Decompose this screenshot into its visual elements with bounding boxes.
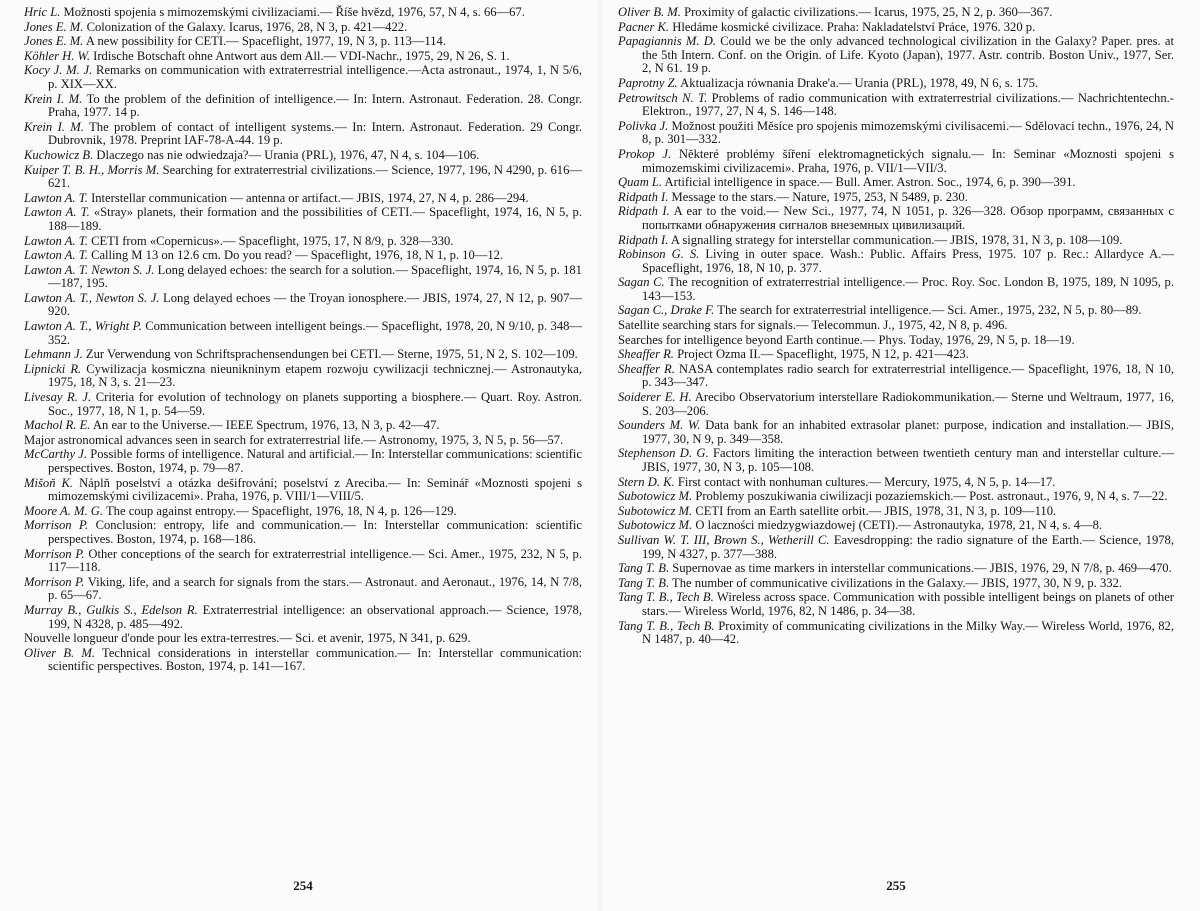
reference-text: Technical considerations in interstellar communication.— In: Interstellar communication: scientific perspectives. Boston, 1974, p. 141—167. xyxy=(48,645,582,674)
reference-authors: Oliver B. M. xyxy=(618,5,681,19)
reference-entry xyxy=(618,319,1174,333)
reference-text: Calling M 13 on 12.6 cm. Do you read? — Spaceflight, 1976, 18, N 1, p. 10—12. xyxy=(87,248,504,263)
reference-authors: Tang T. B., Tech B. xyxy=(618,618,715,633)
reference-authors: Lawton A. T. xyxy=(24,190,88,205)
reference-entry xyxy=(618,476,1174,490)
reference-text: CETI from an Earth satellite orbit.— JBIS, 1978, 31, N 3, p. 109—110. xyxy=(692,503,1057,518)
reference-entry xyxy=(24,121,582,148)
reference-list xyxy=(24,6,582,674)
reference-authors: Subotowicz M. xyxy=(618,518,693,533)
reference-entry xyxy=(24,206,582,233)
reference-entry xyxy=(24,21,582,35)
reference-text: Long delayed echoes — the Troyan ionosphere.— JBIS, 1974, 27, N 12, p. 907—920. xyxy=(48,290,582,319)
reference-authors: Krein I. M. xyxy=(24,119,84,134)
reference-entry xyxy=(24,576,582,603)
reference-text: An ear to the Universe.— IEEE Spectrum, 1976, 13, N 3, p. 42—47. xyxy=(90,418,440,433)
reference-text: Problems of radio communication with extraterrestrial civilizations.— Nachrichtentechn.-Elektron., 1977, 27, N 4, S. 146—148. xyxy=(642,90,1174,119)
reference-authors: Subotowicz M. xyxy=(618,503,693,518)
reference-entry xyxy=(24,192,582,206)
reference-entry xyxy=(24,448,582,475)
reference-entry xyxy=(618,591,1174,618)
reference-entry xyxy=(618,419,1174,446)
reference-authors: Soiderer E. H. xyxy=(618,390,692,405)
reference-text: Searching for extraterrestrial civilizations.— Science, 1977, 196, N 4290, p. 616—621. xyxy=(48,162,582,191)
reference-text: A new possibility for CETI.— Spaceflight, 1977, 19, N 3, p. 113—114. xyxy=(83,34,446,49)
reference-text: Colonization of the Galaxy. Icarus, 1976, 28, N 3, p. 421—422. xyxy=(83,19,408,34)
reference-authors: Lawton A. T. xyxy=(24,248,88,263)
reference-text: Project Ozma II.— Spaceflight, 1975, N 12, p. 421—423. xyxy=(673,347,969,362)
reference-entry xyxy=(24,292,582,319)
reference-list xyxy=(618,6,1174,647)
page-number: 254 xyxy=(293,878,313,893)
reference-authors: Lawton A. T. xyxy=(24,233,88,248)
page-number: 255 xyxy=(886,878,906,893)
reference-authors: Mišoň K. xyxy=(24,475,74,490)
reference-entry xyxy=(24,363,582,390)
reference-text: O lacznośсi miedzygwiazdowej (CETI).— Astronautyka, 1978, 21, N 4, s. 4—8. xyxy=(692,518,1103,533)
reference-text: NASA contemplates radio search for extraterrestrial intelligence.— Spaceflight, 1976, 18, N 10, p. 343—347. xyxy=(642,361,1174,390)
reference-text: Aktualizacja równania Drake'a.— Urania (PRL), 1978, 49, N 6, s. 175. xyxy=(677,75,1039,90)
reference-text: Could we be the only advanced technological civilization in the Galaxy? Paper. pres. at the 5th Intern. Conf. on the Origin. of Life. Kyoto (Japan), 1977. Astr. contrib. Boston Univ., 1977, Ser. 2, N 61. 19 p. xyxy=(642,34,1174,76)
reference-entry xyxy=(24,149,582,163)
reference-entry xyxy=(618,304,1174,318)
reference-authors: Kuiper T. B. H., Morris M. xyxy=(24,162,160,177)
reference-entry xyxy=(618,248,1174,275)
reference-text: Dlaczego nas nie odwiedzaja?— Urania (PRL), 1976, 47, N 4, s. 104—106. xyxy=(93,147,480,162)
reference-authors: Murray B., Gulkis S., Edelson R. xyxy=(24,602,198,617)
reference-text: The recognition of extraterrestrial intelligence.— Proc. Roy. Soc. London B, 1975, 189, N 1095, p. 143—153. xyxy=(642,275,1174,303)
reference-authors: Sheaffer R. xyxy=(618,347,674,362)
reference-entry xyxy=(24,505,582,519)
reference-entry xyxy=(24,249,582,263)
reference-text: Problemy poszukiwania ciwilizacji pozaziemskich.— Post. astronaut., 1976, 9, N 4, s. 7—22. xyxy=(692,489,1168,504)
reference-authors: Kuchowicz B. xyxy=(24,147,94,162)
reference-authors: Morrison P. xyxy=(24,574,85,589)
reference-text: Proximity of communicating civilizations in the Milky Way.— Wireless World, 1976, 82, N 1487, p. 40—42. xyxy=(642,618,1174,647)
reference-text: Living in outer space. Wash.: Public. Affairs Press, 1975. 107 p. Rec.: Allardyce A.— Spaceflight, 1976, 18, N 10, p. 377. xyxy=(642,247,1175,275)
reference-text: Některé problémy šíření elektromagnetických signalu.— In: Seminar «Moznosti spojeni s mimozemskimi civilizacemi». Praha, 1976, p. VII/1—VII/3. xyxy=(642,146,1174,175)
reference-entry xyxy=(24,348,582,362)
reference-entry xyxy=(24,419,582,433)
reference-text: Communication between intelligent beings.— Spaceflight, 1978, 20, N 9/10, p. 348—352. xyxy=(48,319,583,347)
reference-text: Message to the stars.— Nature, 1975, 253, N 5489, p. 230. xyxy=(668,189,968,204)
reference-entry xyxy=(24,235,582,249)
reference-entry xyxy=(24,320,582,347)
reference-text: Major astronomical advances seen in search for extraterrestrial life.— Astronomy, 1975, 3, N 5, p. 56—57. xyxy=(24,432,564,447)
reference-text: Factors limiting the interaction between twentieth century man and interstellar culture.— JBIS, 1977, 30, N 3, p. 105—108. xyxy=(642,446,1174,474)
reference-authors: Papagiannis M. D. xyxy=(618,34,717,49)
reference-text: Extraterrestrial intelligence: an observational approach.— Science, 1978, 199, N 4328, p. 485—492. xyxy=(48,602,582,631)
right-page xyxy=(618,6,1174,906)
reference-authors: Sullivan W. T. III, Brown S., Wetherill C. xyxy=(618,532,830,547)
reference-entry xyxy=(618,534,1174,561)
reference-authors: Lawton A. T., Newton S. J. xyxy=(24,290,160,305)
reference-authors: Paprotny Z. xyxy=(618,75,678,90)
reference-authors: Petrowitsch N. T. xyxy=(618,90,708,105)
reference-entry xyxy=(618,447,1174,474)
reference-entry xyxy=(618,234,1174,248)
reference-text: Zur Verwendung von Schriftsprachensendungen bei CETI.— Sterne, 1975, 51, N 2, S. 102—109. xyxy=(82,347,578,362)
reference-text: The number of communicative civilizations in the Galaxy.— JBIS, 1977, 30, N 9, p. 332. xyxy=(669,575,1123,590)
reference-entry xyxy=(24,519,582,546)
reference-entry xyxy=(24,50,582,64)
left-page xyxy=(24,6,582,906)
reference-text: Satellite searching stars for signals.— Telecommun. J., 1975, 42, N 8, p. 496. xyxy=(618,318,1008,333)
reference-entry xyxy=(618,363,1174,390)
reference-entry xyxy=(618,148,1174,175)
reference-text: Conclusion: entropy, life and communication.— In: Interstellar communication: scientific perspectives. Boston, 1974, p. 168—186. xyxy=(48,518,582,546)
reference-text: Interstellar communication — antenna or artifact.— JBIS, 1974, 27, N 4, p. 286—294. xyxy=(87,190,529,205)
reference-authors: Livesay R. J. xyxy=(24,390,92,405)
reference-authors: Jones E. M. xyxy=(24,34,84,49)
reference-entry xyxy=(618,334,1174,348)
reference-authors: Sounders M. W. xyxy=(618,418,701,433)
reference-authors: Lawton A. T. xyxy=(24,205,90,220)
reference-text: Proximity of galactic civilizations.— Icarus, 1975, 25, N 2, p. 360—367. xyxy=(680,5,1053,19)
reference-text: The search for extraterrestrial intelligence.— Sci. Amer., 1975, 232, N 5, p. 80—89. xyxy=(714,303,1142,318)
reference-authors: Quam L. xyxy=(618,175,663,190)
reference-text: The coup against entropy.— Spaceflight, 1976, 18, N 4, p. 126—129. xyxy=(103,503,457,518)
reference-text: First contact with nonhuman cultures.— Mercury, 1975, 4, N 5, p. 14—17. xyxy=(674,474,1056,489)
reference-authors: Kocy J. M. J. xyxy=(24,63,93,78)
reference-entry xyxy=(24,164,582,191)
reference-entry xyxy=(24,6,582,20)
reference-text: To the problem of the definition of intelligence.— In: Intern. Astronaut. Federation. 28. Congr. Praha, 1977. 14 p. xyxy=(48,91,582,120)
reference-authors: Krein I. M. xyxy=(24,91,83,106)
reference-entry xyxy=(618,6,1174,20)
reference-entry xyxy=(618,505,1174,519)
reference-entry xyxy=(618,490,1174,504)
reference-authors: Morrison P. xyxy=(24,546,85,561)
reference-authors: Oliver B. M. xyxy=(24,645,96,660)
reference-authors: Morrison P. xyxy=(24,518,89,533)
reference-authors: Lehmann J. xyxy=(24,347,83,362)
reference-text: Viking, life, and a search for signals from the stars.— Astronaut. and Aeronaut., 1976, 14, N 7/8, p. 65—67. xyxy=(48,574,583,603)
reference-text: CETI from «Copernicus».— Spaceflight, 1975, 17, N 8/9, p. 328—330. xyxy=(87,233,454,248)
reference-text: Criteria for evolution of technology on planets supporting a biosphere.— Quart. Roy. Astron. Soc., 1977, 18, N 1, p. 54—59. xyxy=(48,390,582,418)
reference-text: «Stray» planets, their formation and the possibilities of CETI.— Spaceflight, 1974, 16, N 5, p. 188—189. xyxy=(48,205,582,233)
reference-entry xyxy=(618,21,1174,35)
reference-entry xyxy=(24,647,582,674)
reference-authors: Moore A. M. G. xyxy=(24,503,104,518)
reference-authors: McCarthy J. xyxy=(24,447,88,462)
reference-entry xyxy=(618,92,1174,119)
reference-entry xyxy=(24,93,582,120)
reference-authors: Robinson G. S. xyxy=(618,247,700,262)
book-gutter xyxy=(596,0,604,911)
reference-text: Artificial intelligence in space.— Bull. Amer. Astron. Soc., 1974, 6, p. 390—391. xyxy=(662,175,1076,190)
reference-authors: Köhler H. W. xyxy=(24,48,91,63)
reference-entry xyxy=(618,391,1174,418)
reference-authors: Prokop J. xyxy=(618,146,672,161)
reference-authors: Ridpath I. xyxy=(618,189,669,204)
reference-text: Supernovae as time markers in interstellar communications.— JBIS, 1976, 29, N 7/8, p. 469—470. xyxy=(669,561,1172,576)
reference-authors: Ridpath I. xyxy=(618,204,670,219)
reference-text: Searches for intelligence beyond Earth continue.— Phys. Today, 1976, 29, N 5, p. 18—19. xyxy=(618,332,1075,347)
reference-text: Nouvelle longueur d'onde pour les extra-terrestres.— Sci. et avenir, 1975, N 341, p. 629. xyxy=(24,631,471,646)
reference-authors: Tang T. B., Tech B. xyxy=(618,590,714,605)
reference-entry xyxy=(618,562,1174,576)
reference-authors: Stephenson D. G. xyxy=(618,446,709,461)
reference-authors: Pacner K. xyxy=(618,19,670,34)
reference-text: Remarks on communication with extraterrestrial intelligence.—Acta astronaut., 1974, 1, N 5/6, p. XIX—XX. xyxy=(48,63,582,91)
reference-entry xyxy=(24,391,582,418)
reference-entry xyxy=(618,120,1174,147)
reference-authors: Lawton A. T., Wright P. xyxy=(24,319,142,334)
reference-text: Eavesdropping: the radio signature of the Earth.— Science, 1978, 199, N 4327, p. 377—388. xyxy=(642,532,1174,561)
reference-entry xyxy=(24,477,582,504)
reference-text: Cywilizacja kosmiczna nieunikninym etapem rozwoju cywilizacji technicznej.— Astronautyka, 1975, 18, N 3, s. 21—23. xyxy=(48,361,582,390)
reference-entry xyxy=(24,64,582,91)
reference-text: Arecibo Observatorium interstellare Radiokommunikation.— Sterne und Weltraum, 1977, 16, S. 203—206. xyxy=(642,390,1174,418)
reference-authors: Polivka J. xyxy=(618,118,669,133)
reference-entry xyxy=(618,620,1174,647)
reference-entry xyxy=(24,548,582,575)
reference-authors: Tang T. B. xyxy=(618,561,670,576)
reference-authors: Lipnicki R. xyxy=(24,361,82,376)
reference-entry xyxy=(618,77,1174,91)
reference-authors: Tang T. B. xyxy=(618,575,670,590)
reference-text: Možnosti spojenia s mimozemskými civilizaciami.— Říše hvězd, 1976, 57, N 4, s. 66—67. xyxy=(60,5,525,19)
reference-authors: Sheaffer R. xyxy=(618,361,675,376)
reference-entry xyxy=(618,205,1174,232)
reference-text: Other conceptions of the search for extraterrestrial intelligence.— Sci. Amer., 1975, 232, N 5, p. 117—118. xyxy=(48,546,582,575)
reference-text: A signalling strategy for interstellar communication.— JBIS, 1978, 31, N 3, p. 108—109. xyxy=(668,232,1123,247)
reference-entry xyxy=(24,264,582,291)
reference-entry xyxy=(618,35,1174,76)
reference-entry xyxy=(618,519,1174,533)
reference-authors: Sagan C., Drake F. xyxy=(618,303,715,318)
reference-entry xyxy=(618,176,1174,190)
reference-text: Irdische Botschaft ohne Antwort aus dem All.— VDI-Nachr., 1975, 29, N 26, S. 1. xyxy=(90,48,510,63)
reference-text: A ear to the void.— New Sci., 1977, 74, N 1051, p. 326—328. Обзор программ, связанных с попытками обнаружения сигналов внеземных цивилизаций. xyxy=(642,204,1174,232)
reference-authors: Sagan C. xyxy=(618,275,665,290)
reference-authors: Stern D. K. xyxy=(618,474,675,489)
reference-entry xyxy=(618,577,1174,591)
reference-authors: Lawton A. T. Newton S. J. xyxy=(24,262,155,277)
reference-text: Possible forms of intelligence. Natural and artificial.— In: Interstellar communications: scientific perspectives. Boston, 1974, p. 79—87. xyxy=(48,447,582,475)
reference-entry xyxy=(618,348,1174,362)
reference-authors: Jones E. M. xyxy=(24,19,84,34)
reference-text: The problem of contact of intelligent systems.— In: Intern. Astronaut. Federation. 29 Congr. Dubrovnik, 1978. Preprint IAF-78-A-44. 19 p. xyxy=(48,119,582,148)
reference-text: Long delayed echoes: the search for a solution.— Spaceflight, 1974, 16, N 5, p. 181—187, 195. xyxy=(48,262,582,291)
reference-text: Hledáme kosmické civilizace. Praha: Nakladatelství Práce, 1976. 320 p. xyxy=(669,19,1036,34)
reference-text: Data bank for an inhabited extrasolar planet: purpose, indication and installation.— JBIS, 1977, 30, N 9, p. 349—358. xyxy=(642,418,1175,446)
reference-entry xyxy=(618,276,1174,303)
reference-entry xyxy=(618,191,1174,205)
reference-entry xyxy=(24,632,582,646)
reference-authors: Ridpath I. xyxy=(618,232,669,247)
reference-text: Náplň poselství a otázka dešifrování; poselství z Arecibа.— In: Seminář «Moznosti spojeni s mimozemskými civilizacemi». Praha, 1976, p. VIII/1—VIII/5. xyxy=(48,475,582,504)
reference-text: Možnost použiti Měsíce pro spojenis mimozemskými civilisacemi.— Sdělovací techn., 1976, 24, N 8, p. 301—332. xyxy=(642,118,1174,147)
reference-authors: Subotowicz M. xyxy=(618,489,693,504)
reference-entry xyxy=(24,434,582,448)
reference-entry xyxy=(24,604,582,631)
reference-authors: Machol R. E. xyxy=(24,418,91,433)
reference-entry xyxy=(24,35,582,49)
reference-text: Wireless across space. Communication with possible intelligent beings on planets of other stars.— Wireless World, 1976, 82, N 1486, p. 34—38. xyxy=(642,590,1174,618)
reference-authors: Hric L. xyxy=(24,5,61,19)
